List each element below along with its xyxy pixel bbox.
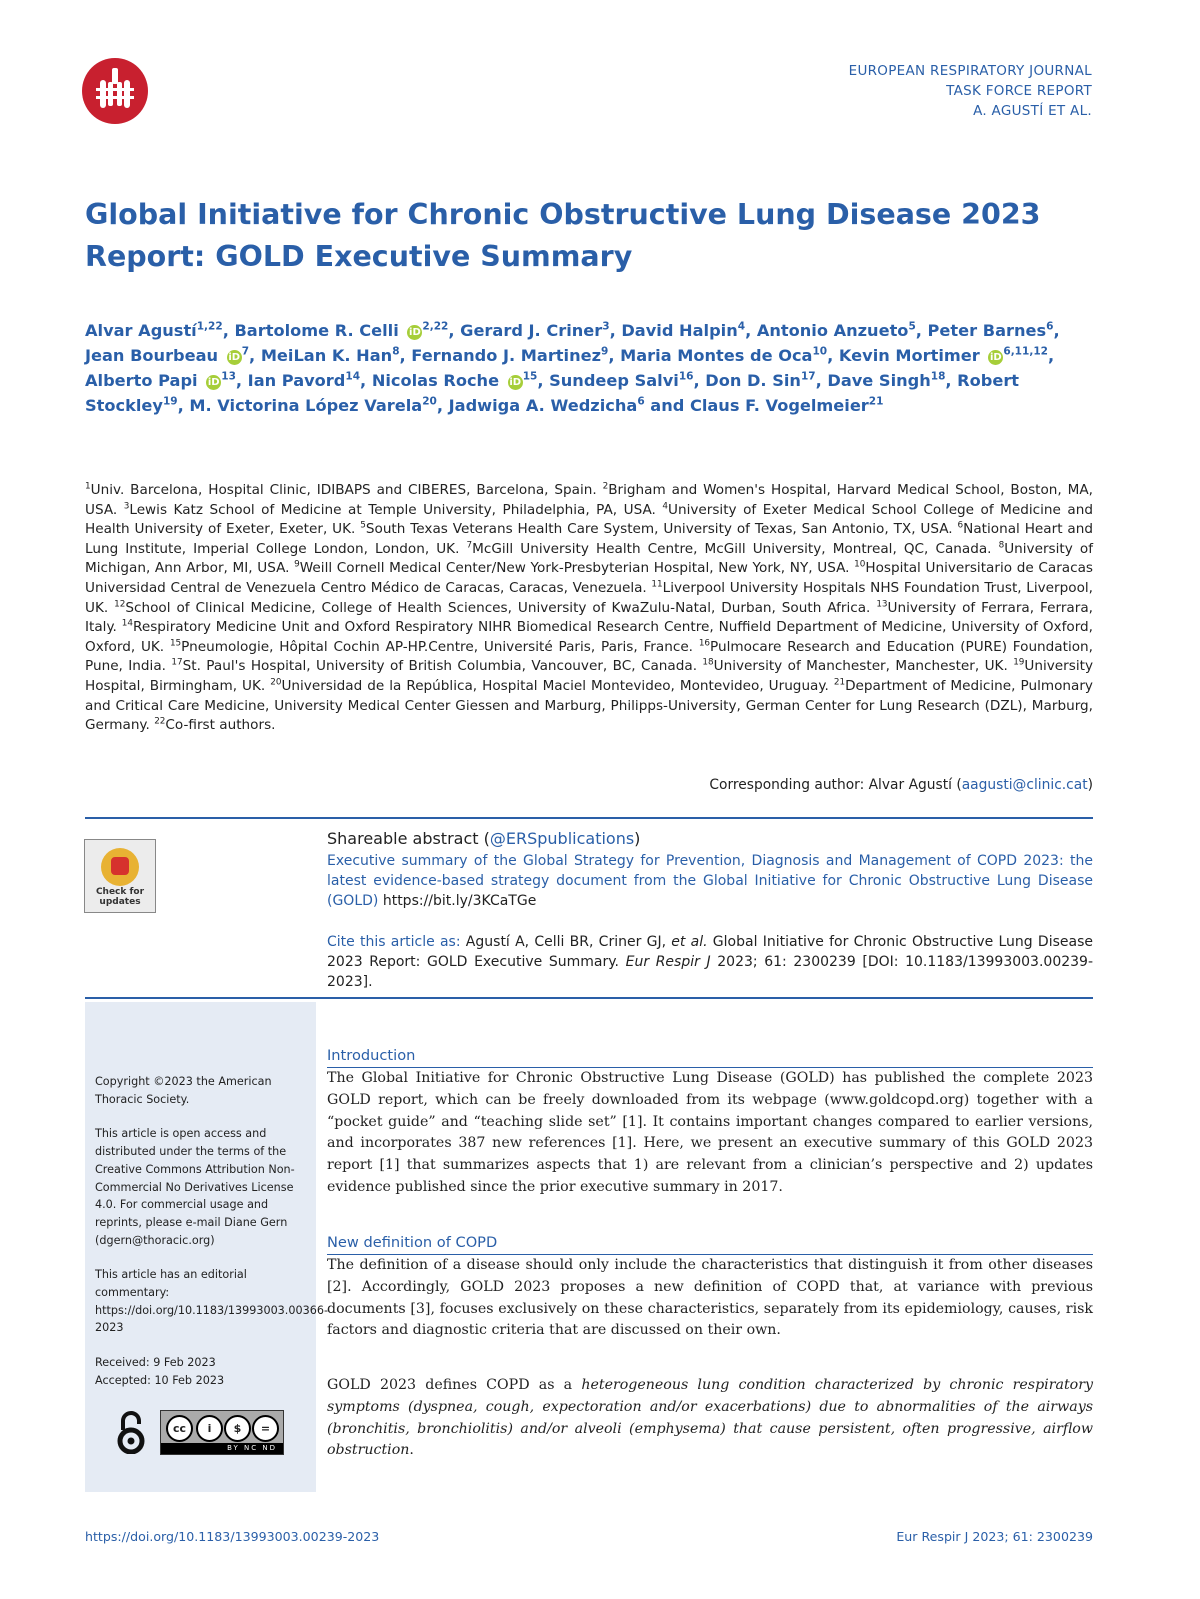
shareable-close: ) [634,829,641,848]
copd-definition-text: GOLD 2023 defines COPD as a heterogeneous lung condition characterized by chronic respiratory symptoms (dyspnea, cough, expectoration and/or exacerbations) due to abnormalities of the airways (bronchitis, bronchiolitis) and/or alveoli (emphysema) that cause persistent, often progressive, airflow obstruction. [327,1377,1093,1459]
citation-footer: Eur Respir J 2023; 61: 2300239 [896,1529,1093,1544]
corresponding-label: Corresponding author: Alvar Agustí ( [709,777,962,793]
journal-name: EUROPEAN RESPIRATORY JOURNAL [848,63,1092,79]
author-list: Alvar Agustí$^{1,22}$, Bartolome R. Celli iD $^{2,22}$, Gerard J. Criner$^3$, David Halpin$^4$, Antonio Anzueto$^5$, Peter Barnes$^6$, Jean Bourbeau iD $^7$, MeiLan K. Han$^8$, Fernando J. Martinez$^9$, Maria Montes de Oca$^{10}$, Kevin Mortimer iD $^{6,11,12}$, Alberto Papi iD $^{13}$, Ian Pavord$^{14}$, Nicolas Roche iD $^{15}$, Sundeep Salvi$^{16}$, Don D. Sin$^{17}$, Dave Singh$^{18}$, Robert Stockley$^{19}$, M. Victorina López Varela$^{20}$, Jadwiga A. Wedzicha$^6$ and Claus F. Vogelmeier$^{21}$ [85,320,1060,415]
title-line-1: Global Initiative for Chronic Obstructive Lung Disease 2023 [85,198,1041,231]
corresponding-close: ) [1087,777,1093,793]
bookmark-icon [101,848,139,886]
cite-label: Cite this article as: [327,934,461,950]
check-for-updates-button[interactable] [84,839,156,913]
corresponding-email-link[interactable]: aagusti@clinic.cat [961,777,1088,793]
orcid-icon[interactable]: iD [990,352,1002,363]
cite-this-article [327,932,1093,992]
shareable-short-link[interactable]: https://bit.ly/3KCaTGe [382,893,537,909]
shareable-label: Shareable abstract ( [327,829,490,848]
license-note: This article is open access and distributed under the terms of the Creative Commons Attribution Non-Commercial No Derivatives License 4.0. For commercial usage and reprints, please e-mail Diane Gern (dgern@thoracic.org) [95,1127,295,1247]
shareable-abstract-heading [327,829,640,848]
orcid-icon[interactable]: iD [509,377,522,388]
sidebar-text [95,1073,328,1390]
orcid-icon[interactable]: iD [228,352,241,363]
introduction-heading: Introduction [327,1047,416,1064]
orcid-icon[interactable]: iD [409,327,421,338]
open-access-icon [116,1410,146,1454]
introduction-text: The Global Initiative for Chronic Obstructive Lung Disease (GOLD) has published the complete 2023 GOLD report, which can be freely downloaded from its webpage (www.goldcopd.org) together with a “pocket guide” and “teaching slide set” [1]. It contains important changes compared to earlier versions, and incorporates 387 new references [1]. Here, we present an executive summary of this GOLD 2023 report [1] that summarizes aspects that 1) are relevant from a clinician’s perspective and 2) updates evidence published since the prior executive summary in 2017. [327,1070,1093,1195]
editorial-note: This article has an editorial commentary: https://doi.org/10.1183/13993003.00366-2023 [95,1268,328,1335]
corresponding-author [709,777,1093,793]
received-date: Received: 9 Feb 2023 [95,1356,216,1370]
cite-text: Agustí A, Celli BR, Criner GJ, et al. Global Initiative for Chronic Obstructive Lung Disease 2023 Report: GOLD Executive Summary. Eur Respir J 2023; 61: 2300239 [DOI: 10.1183/13993003.00239-2023]. [327,934,1094,990]
orcid-icon[interactable]: iD [207,377,220,388]
affiliations: $^1$Univ. Barcelona, Hospital Clinic, IDIBAPS and CIBERES, Barcelona, Spain. $^2$Brigham and Women's Hospital, Harvard Medical School, Boston, MA, USA. $^3$Lewis Katz School of Medicine at Temple University, Philadelphia, PA, USA. $^4$University of Exeter Medical School College of Medicine and Health University of Exeter, Exeter, UK. $^5$South Texas Veterans Health Care System, University of Texas, San Antonio, TX, USA. $^6$National Heart and Lung Institute, Imperial College London, London, UK. $^7$McGill University Health Centre, McGill University, Montreal, QC, Canada. $^8$University of Michigan, Ann Arbor, MI, USA. $^9$Weill Cornell Medical Center/New York-Presbyterian Hospital, New York, NY, USA. $^{10}$Hospital Universitario de Caracas Universidad Central de Venezuela Centro Médico de Caracas, Caracas, Venezuela. $^{11}$Liverpool University Hospitals NHS Foundation Trust, Liverpool, UK. $^{12}$School of Clinical Medicine, College of Health Sciences, University of KwaZulu-Natal, Durban, South Africa. $^{13}$University of Ferrara, Ferrara, Italy. $^{14}$Respiratory Medicine Unit and Oxford Respiratory NIHR Biomedical Research Centre, Nuffield Department of Medicine, University of Oxford, Oxford, UK. $^{15}$Pneumologie, Hôpital Cochin AP-HP.Centre, Université Paris, Paris, France. $^{16}$Pulmocare Research and Education (PURE) Foundation, Pune, India. $^{17}$St. Paul's Hospital, University of British Columbia, Vancouver, BC, Canada. $^{18}$University of Manchester, Manchester, UK. $^{19}$University Hospital, Birmingham, UK. $^{20}$Universidad de la República, Hospital Maciel Montevideo, Montevideo, Uruguay. $^{21}$Department of Medicine, Pulmonary and Critical Care Medicine, University Medical Center Giessen and Marburg, Philipps-University, German Center for Lung Research (DZL), Marburg, Germany. $^{22}$Co-first authors. [85,481,1094,734]
shareable-text: Executive summary of the Global Strategy for Prevention, Diagnosis and Management of COPD 2023: the latest evidence-based strategy document from the Global Initiative for Chronic Obstructive Lung Disease (GOLD) [327,853,1093,909]
journal-header [849,61,1092,121]
shareable-abstract-text [327,851,1093,911]
accepted-date: Accepted: 10 Feb 2023 [95,1373,225,1387]
creative-commons-license-icon: cc i $ = BY NC ND [160,1410,284,1455]
copyright-note: Copyright ©2023 the American Thoracic Society. [95,1075,272,1106]
section-divider [85,817,1093,819]
new-definition-heading: New definition of COPD [327,1234,498,1251]
title-line-2: Report: GOLD Executive Summary [85,240,633,273]
definition-text: The definition of a disease should only include the characteristics that distinguish it from other diseases [2]. Accordingly, GOLD 2023 proposes a new definition of COPD that, at variance with previous documents [3], focuses exclusively on these characteristics, separately from its epidemiology, causes, risk factors and diagnostic criteria that are discussed on their own. [327,1257,1093,1339]
journal-logo-icon [82,58,148,124]
article-type: TASK FORCE REPORT [946,83,1092,99]
paper-title [85,194,1095,278]
check-for-updates-label: Check for updates [95,887,145,907]
cc-license-codes: BY NC ND [161,1443,283,1454]
short-authors: A. AGUSTÍ ET AL. [973,103,1092,119]
twitter-handle-link[interactable]: @ERSpublications [489,829,635,848]
doi-link[interactable]: https://doi.org/10.1183/13993003.00239-2023 [85,1529,380,1544]
section-divider [85,997,1093,999]
